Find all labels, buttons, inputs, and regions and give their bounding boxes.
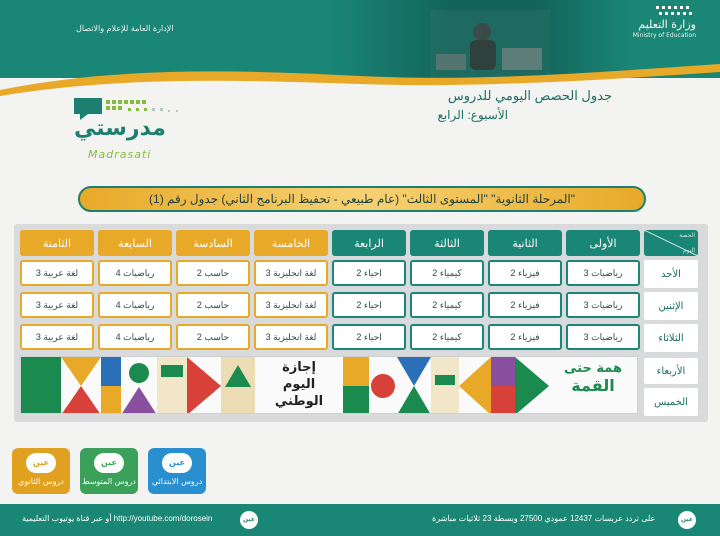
footer-youtube-text[interactable]: http://youtube.com/dorosein أو عبر قناة يوتيوب التعليمية [22, 514, 213, 523]
lesson-cell: حاسب 2 [176, 260, 250, 286]
slogan-line1: همة حتى [564, 361, 622, 376]
lesson-cell: احياء 2 [332, 260, 406, 286]
holiday-title-line2: اليوم [282, 377, 316, 392]
lesson-cell: لغة عربية 3 [20, 292, 94, 318]
lesson-cell: لغة انجليزية 3 [254, 292, 328, 318]
period-header-8: الثامنة [20, 230, 94, 256]
footer-satellite-badge: عين [678, 511, 696, 529]
week-label: الأسبوع: الرابع [437, 108, 508, 122]
lesson-cell: فيزياء 2 [488, 292, 562, 318]
national-day-slogan [551, 361, 635, 411]
national-day-banner [20, 356, 638, 414]
lesson-cell: رياضيات 3 [566, 260, 640, 286]
day-label-5: الخميس [644, 388, 698, 416]
footer-satellite-text: على تردد عربسات 12437 عمودي 27500 وبسطة 23 ثلاثيات مباشرة [432, 514, 656, 523]
lesson-cell: حاسب 2 [176, 324, 250, 350]
corner-day-label: اليوم [682, 248, 695, 254]
gold-swoosh [0, 62, 720, 96]
lesson-cell: رياضيات 4 [98, 260, 172, 286]
period-header-5: الخامسة [254, 230, 328, 256]
channel-secondary-label: دروس الثانوي [18, 477, 64, 486]
ministry-name-en: Ministry of Education [632, 32, 696, 39]
footer-youtube-badge: عين [240, 511, 258, 529]
slogan-line2: القمة [571, 376, 615, 395]
ministry-label [633, 18, 696, 39]
period-header-3: الثالثة [410, 230, 484, 256]
period-header-4: الرابعة [332, 230, 406, 256]
channel-primary-label: دروس الابتدائي [151, 477, 203, 486]
footer-bar [0, 504, 720, 536]
lesson-cell: حاسب 2 [176, 292, 250, 318]
period-header-6: السادسة [176, 230, 250, 256]
lesson-cell: كيمياء 2 [410, 260, 484, 286]
ministry-name-ar: وزارة التعليم [638, 18, 696, 31]
period-header-7: السابعة [98, 230, 172, 256]
lesson-cell: كيمياء 2 [410, 324, 484, 350]
lesson-cell: لغة عربية 3 [20, 260, 94, 286]
lesson-cell: رياضيات 4 [98, 292, 172, 318]
lesson-cell: لغة انجليزية 3 [254, 324, 328, 350]
day-label-4: الأربعاء [644, 358, 698, 384]
logo-text-ar: مدرستي [74, 116, 166, 141]
lesson-cell: رياضيات 3 [566, 324, 640, 350]
lesson-cell: كيمياء 2 [410, 292, 484, 318]
period-header-1: الأولى [566, 230, 640, 256]
holiday-title [257, 359, 341, 413]
lesson-cell: لغة انجليزية 3 [254, 260, 328, 286]
day-label-1: الأحد [644, 260, 698, 288]
channel-primary-badge: عين [162, 453, 192, 473]
lesson-cell: رياضيات 3 [566, 292, 640, 318]
lesson-cell: رياضيات 4 [98, 324, 172, 350]
day-label-2: الإثنين [644, 292, 698, 320]
channel-intermediate-label: دروس المتوسط [82, 477, 136, 486]
day-label-3: الثلاثاء [644, 324, 698, 352]
channel-intermediate-badge: عين [94, 453, 124, 473]
channel-secondary-badge: عين [26, 453, 56, 473]
page-title: جدول الحصص اليومي للدروس [447, 88, 612, 103]
department-label: الإدارة العامة للإعلام والاتصال [76, 24, 174, 33]
lesson-cell: احياء 2 [332, 292, 406, 318]
ministry-logo-icon [654, 4, 696, 18]
schedule-subtitle: "المرحلة الثانوية" "المستوى الثالث" (عام طبيعي - تحفيظ البرنامج الثاني) جدول رقم (1) [78, 186, 646, 212]
channel-secondary[interactable] [12, 448, 70, 494]
holiday-title-line3: الوطني [274, 394, 324, 409]
lesson-cell: فيزياء 2 [488, 324, 562, 350]
channel-intermediate[interactable] [80, 448, 138, 494]
period-header-2: الثانية [488, 230, 562, 256]
table-corner [644, 230, 698, 256]
corner-period-label: الحصة [679, 233, 695, 239]
holiday-title-line1: إجازة [282, 360, 316, 375]
logo-text-en: Madrasati [88, 148, 152, 161]
channel-primary[interactable] [148, 448, 206, 494]
madrasati-logo [72, 94, 192, 164]
lesson-cell: احياء 2 [332, 324, 406, 350]
lesson-cell: لغة عربية 3 [20, 324, 94, 350]
lesson-cell: فيزياء 2 [488, 260, 562, 286]
